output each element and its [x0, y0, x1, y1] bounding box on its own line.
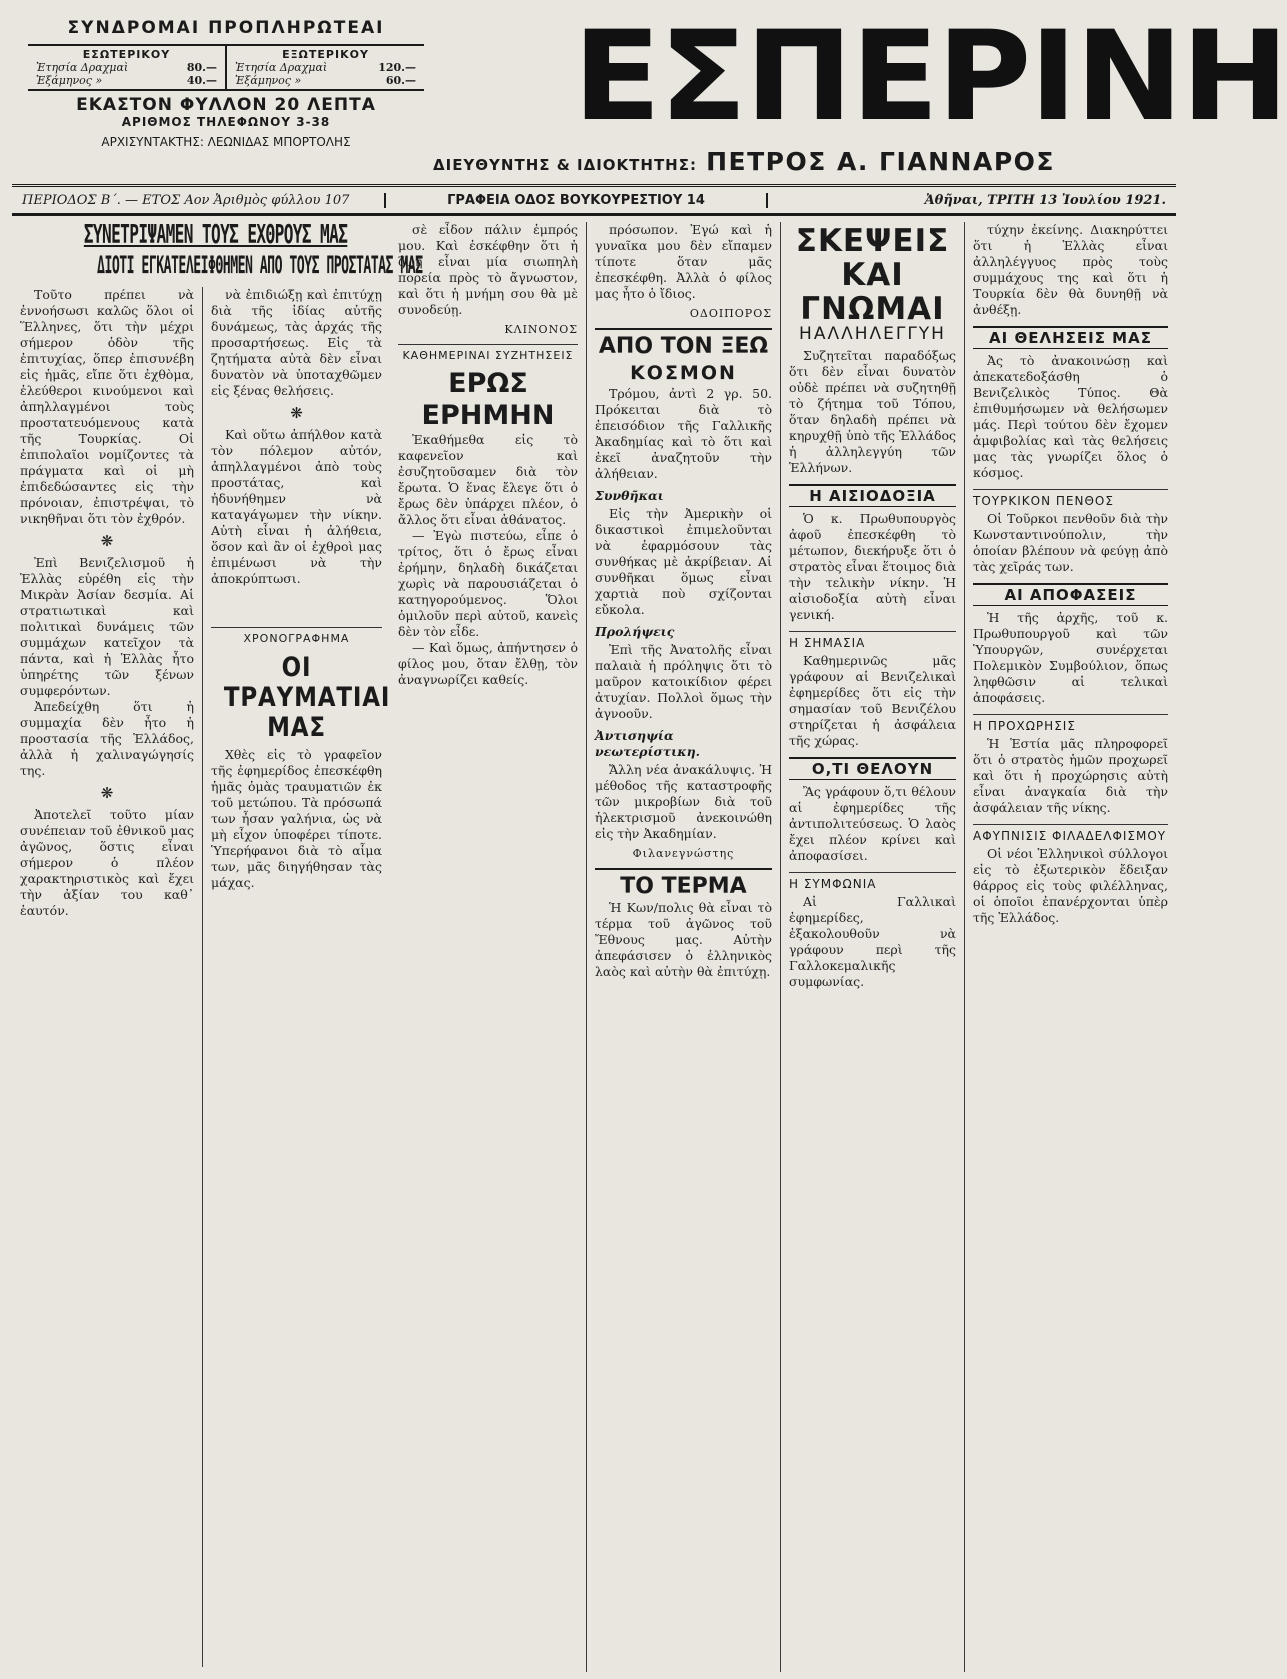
significance-paragraph: Καθημερινῶς μᾶς γράφουν αἱ Βενιζελικαὶ ἐφημερίδες ὅτι εἰς τὴν σημασίαν τοῦ Βενιζέλου στηρίζεται ἡ ἀσφάλεια τῆς χώρας. [789, 653, 956, 748]
advance-heading: Η ΠΡΟΧΩΡΗΣΙΣ [973, 714, 1168, 734]
column-5 [780, 222, 964, 1672]
domestic-rates [28, 46, 225, 89]
newspaper-logo: ΕΣΠΕΡΙΝΗ [573, 5, 1287, 149]
subscriptions-box [28, 18, 424, 149]
col3-paragraph-1: σὲ εἶδον πάλιν ἐμπρός μου. Καὶ ἐσκέφθην ὅτι ἡ ζωὴ εἶναι μία σιωπηλὴ πορεία πρὸς τὸ ἄγνωστον, καὶ ὅτι ἡ μνήμη σου θὰ μὲ συνοδεύῃ. [398, 222, 578, 317]
lead-article [12, 220, 423, 1672]
director-name: ΠΕΤΡΟΣ Α. ΓΙΑΝΝΑΡΟΣ [706, 147, 1055, 176]
terma-headline: ΤΟ ΤΕΡΜΑ [595, 868, 772, 900]
lead-headline [12, 220, 423, 279]
issue-info-bar [12, 184, 1176, 216]
foreign-world-subtitle: ΚΟΣΜΟΝ [630, 362, 737, 384]
foreign-year-price: 120.— [378, 61, 416, 74]
col3-byline: ΚΛΙΝΟΝΟΣ [504, 323, 578, 336]
daily-discussions-kicker: ΚΑΘΗΜΕΡΙΝΑΙ ΣΥΖΗΤΗΣΕΙΣ [398, 344, 578, 364]
foreign-half-price: 60.— [385, 74, 416, 87]
domestic-year-row [36, 61, 217, 74]
issue-date: Ἀθῆναι, ΤΡΙΤΗ 13 Ἰουλίου 1921. [924, 192, 1166, 208]
issue-price: ΕΚΑΣΤΟΝ ΦΥΛΛΟΝ 20 ΛΕΠΤΑ [76, 95, 376, 115]
lead-paragraph-3: Ἀπεδείχθη ὅτι ἡ συμμαχία δὲν ἦτο ἡ προστασία τῆς Ἑλλάδος, ἀλλὰ ἡ χαλιναγώγησίς της. [20, 699, 194, 778]
superstitions-paragraph: Ἐπὶ τῆς Ἀνατολῆς εἶναι παλαιὰ ἡ πρόληψις ὅτι τὸ μαῦρον κατοικίδιον φέρει ἀτυχίαν. Πολλοὶ ὅμως τὴν ἀγνοοῦν. [595, 642, 772, 721]
director-label: ΔΙΕΥΘΥΝΤΗΣ & ΙΔΙΟΚΤΗΤΗΣ: [433, 156, 697, 174]
eros-paragraph-1: Ἐκαθήμεθα εἰς τὸ καφενεῖον καὶ ἐσυζητοῦσαμεν διὰ τὸν ἔρωτα. Ὁ ἕνας ἔλεγε ὅτι ὁ ἔρως δὲν ὑπάρχει πλέον, ὁ ἄλλος ὅτι εἶναι ἀθάνατος. [398, 432, 578, 527]
eros-paragraph-2: — Ἐγὼ πιστεύω, εἶπε ὁ τρίτος, ὅτι ὁ ἔρως εἶναι ἐρήμην, δηλαδὴ δικάζεται χωρὶς νὰ παρουσιάζεται ὁ κατηγορούμενος. Ὅλοι ὁμιλοῦν περὶ αὐτοῦ, κανεὶς δὲν τὸν εἶδε. [398, 528, 578, 639]
turkish-mourning-heading: ΤΟΥΡΚΙΚΟΝ ΠΕΝΘΟΣ [973, 489, 1168, 509]
treaties-paragraph: Εἰς τὴν Ἀμερικὴν οἱ δικαστικοὶ ἐπιμελοῦνται νὰ ἐφαρμόσουν τὰς συνθήκας μὲ ἀκρίβειαν. Αἱ συνθῆκαι ὅμως εἶναι χαρτιὰ ποὺ σχίζονται εὔκολα. [595, 506, 772, 617]
domestic-half-price: 40.— [186, 74, 217, 87]
optimism-paragraph: Ὁ κ. Πρωθυπουργὸς ἀφοῦ ἐπεσκέφθη τὸ μέτωπον, διεκήρυξε ὅτι ὁ στρατὸς εἶναι ἕτοιμος διὰ τὴν τελικὴν νίκην. Ἡ αἰσιοδοξία αὐτὴ εἶναι γενική. [789, 511, 956, 622]
foreign-label: ΕΞΩΤΕΡΙΚΟΥ [282, 48, 369, 61]
lead-paragraph-5: νὰ ἐπιδιώξῃ καὶ ἐπιτύχῃ διὰ τῆς ἰδίας αὐτῆς δυνάμεως, τὰς ἀρχάς τῆς προσαρτήσεως. Εἰς τὰ ζητήματα αὐτὰ δὲν εἶναι δυνατὸν νὰ ὑποταχθῶμεν εἰς ξένας θελήσεις. [211, 287, 382, 398]
foreign-half-label: Ἑξάμηνος » [235, 74, 302, 87]
foreign-year-label: Ἐτησία Δραχμαὶ [235, 61, 328, 74]
advance-paragraph: Ἡ Ἑστία μᾶς πληροφορεῖ ὅτι ὁ στρατὸς ἡμῶν προχωρεῖ καὶ ὅτι ἡ προχώρησις αὐτὴ εἶναι ἀναγκαία διὰ τὴν ἀσφάλειαν τῆς νίκης. [973, 736, 1168, 815]
superstitions-heading: Προλήψεις [595, 624, 675, 639]
issue-period: ΠΕΡΙΟΔΟΣ Β΄. — ΕΤΟΣ Αον Ἀριθμὸς φύλλου 107 [22, 192, 350, 208]
whatever-they-want-paragraph: Ἂς γράφουν ὅ,τι θέλουν αἱ ἐφημερίδες τῆς ἀντιπολιτεύσεως. Ὁ λαὸς ἔχει πλέον κρίνει καὶ ἀποφασίσει. [789, 784, 956, 863]
column-3 [390, 222, 586, 1672]
chronograph-kicker: ΧΡΟΝΟΓΡΑΦΗΜΑ [211, 627, 382, 647]
subscriptions-table [28, 44, 424, 91]
domestic-half-row [36, 74, 217, 87]
turkish-mourning-paragraph: Οἱ Τοῦρκοι πενθοῦν διὰ τὴν Κωνσταντινούπολιν, τὴν ὁποίαν βλέπουν νὰ φεύγῃ ἀπὸ τὰς χεῖράς των. [973, 511, 1168, 574]
lead-paragraph-1: Τοῦτο πρέπει νὰ ἐννοήσωσι καλῶς ὅλοι οἱ Ἕλληνες, ὅτι τὴν μέχρι σήμερον ὁδὸν τῆς ἐπιτυχίας, ὅπερ ἐπισυνέβη εἰς ἡμᾶς, εἴπε ὅτι ἐχθὸμα, ἐλεύθεροι κινούμενοι καὶ ἀπηλλαγμένοι τοὺς προστατευόμενους κατὰ τῆς Τουρκίας. Οἱ ἐπιπολαῖοι νομίζοντες τὰ πράγματα καὶ οἱ μὴ ἐπιδεδώσαντες εἰς τὴν πρόνοιαν, ἐπιστρέψαι, τὸ νικηθῆναι ὅτι τὸν ἐχθρόν. [20, 287, 194, 526]
chief-editor: ΑΡΧΙΣΥΝΤΑΚΤΗΣ: ΛΕΩΝΙΔΑΣ ΜΠΟΡΤΟΛΗΣ [101, 135, 351, 149]
column-6 [964, 222, 1176, 1672]
subscriptions-title: ΣΥΝΔΡΟΜΑΙ ΠΡΟΠΛΗΡΩΤΕΑΙ [67, 18, 385, 38]
column-1 [12, 287, 202, 1667]
philhellenism-paragraph: Οἱ νέοι Ἑλληνικοὶ σύλλογοι εἰς τὸ ἐξωτερικὸν ἔδειξαν θάρρος εἰς τοὺς φιλέλληνας, οἱ ὁποῖοι ἐπανέρχονται ὑπὲρ τῆς Ἑλλάδος. [973, 846, 1168, 925]
eros-headline: ΕΡΩΣ ΕΡΗΜΗΝ [421, 368, 555, 431]
domestic-year-label: Ἐτησία Δραχμαὶ [36, 61, 129, 74]
column-4 [586, 222, 780, 1672]
domestic-year-price: 80.— [186, 61, 217, 74]
lead-headline-sub: ΔΙΟΤΙ ΕΓΚΑΤΕΛΕΙΦΘΗΜΕΝ ΑΠΟ ΤΟΥΣ ΠΡΟΣΤΑΤΑΣ ΜΑΣ [97, 251, 423, 279]
lead-paragraph-4: Ἀποτελεῖ τοῦτο μίαν συνέπειαν τοῦ ἐθνικοῦ μας ἀγῶνος, ὅστις εἶναι σήμερον ὁ πλέον χαρακτηριστικὸς καὶ ἔχει τὴν ἀξίαν του καθ᾽ ἑαυτόν. [20, 807, 194, 918]
foreign-world-headline [595, 328, 772, 386]
antisepsis-heading: Ἀντισηψία νεωτερίστικη. [595, 728, 701, 759]
wounded-paragraph: Χθὲς εἰς τὸ γραφεῖον τῆς ἐφημερίδος ἐπεσκέφθη ἡμᾶς ὁμὰς τραυματιῶν ἐκ τοῦ μετώπου. Τὰ πρόσωπά των ἦσαν γαλήνια, ὡς νὰ μὴ εἶχον ὑποφέρει τίποτε. Ὑπερήφανοι διὰ τὸ αἷμα των, μᾶς διηγήθησαν τὰς μάχας. [211, 747, 382, 890]
wounded-headline: ΟΙ ΤΡΑΥΜΑΤΙΑΙ ΜΑΣ [223, 652, 391, 743]
lead-article-body [12, 287, 390, 1667]
article-columns [12, 222, 1176, 1672]
optimism-heading: Η ΑΙΣΙΟΔΟΞΙΑ [789, 484, 956, 507]
decisions-heading: ΑΙ ΑΠΟΦΑΣΕΙΣ [973, 583, 1168, 606]
domestic-half-label: Ἑξάμηνος » [36, 74, 103, 87]
director-line [433, 147, 1193, 176]
lead-headline-main: ΣΥΝΕΤΡΙΨΑΜΕΝ ΤΟΥΣ ΕΧΘΡΟΥΣ ΜΑΣ [83, 220, 348, 250]
foreign-rates [225, 46, 424, 89]
section-separator: ❋ [100, 784, 114, 802]
foreign-world-paragraph: Τρόμου, ἀντὶ 2 γρ. 50. Πρόκειται διὰ τὸ ἐπεισόδιον τῆς Γαλλικῆς Ἀκαδημίας καὶ τὸ ὅτι καὶ ἐκεῖ ἀναζητοῦν τὴν ἀλήθειαν. [595, 386, 772, 481]
phone-number: ΑΡΙΘΜΟΣ ΤΗΛΕΦΩΝΟΥ 3-38 [121, 115, 331, 129]
decisions-paragraph: Ἡ τῆς ἀρχῆς, τοῦ κ. Πρωθυπουργοῦ καὶ τῶν Ὑπουργῶν, συνέρχεται Πολεμικὸν Συμβούλιον, ὅπως ληφθῶσιν αἱ τελικαὶ ἀποφάσεις. [973, 610, 1168, 705]
foreign-world-title: ΑΠΟ ΤΟΝ ΞΕΩ [598, 334, 769, 359]
masthead [8, 5, 1287, 184]
antisepsis-paragraph: Ἄλλη νέα ἀνακάλυψις. Ἡ μέθοδος τῆς καταστροφῆς τῶν μικροβίων διὰ τοῦ ἡλεκτρισμοῦ ἀνεκοινώθη εἰς τὴν Ἀκαδημίαν. [595, 762, 772, 841]
col4-byline-2: Φιλανεγνώστης [632, 847, 735, 860]
eros-paragraph-3: — Καὶ ὅμως, ἀπήντησεν ὁ φίλος μου, ὅταν ἔλθῃ, τὸν ἀναγνωρίζει καθείς. [398, 640, 578, 687]
opinions-title: ΣΚΕΨΕΙΣ ΚΑΙ ΓΝΩΜΑΙ [795, 223, 950, 327]
our-wishes-heading: ΑΙ ΘΕΛΗΣΕΙΣ ΜΑΣ [973, 326, 1168, 349]
whatever-they-want-heading: Ο,ΤΙ ΘΕΛΟΥΝ [789, 757, 956, 780]
significance-heading: Η ΣΗΜΑΣΙΑ [789, 631, 956, 651]
treaties-heading: Συνθῆκαι [595, 488, 664, 503]
solidarity-paragraph: Συζητεῖται παραδόξως ὅτι δὲν εἶναι δυνατὸν οὐδὲ πρέπει νὰ συζητηθῇ τὸ ζήτημα τοῦ Τόπου, ὅταν δηλαδὴ πρέπει νὰ κηρυχθῇ ὑπὸ τῆς Ἑλλάδος ἡ ἀλληλεγγύη τῶν Ἑλλήνων. [789, 348, 956, 475]
foreign-year-row [235, 61, 416, 74]
agreement-heading: Η ΣΥΜΦΩΝΙΑ [789, 872, 956, 892]
opinions-subtitle: ΗΑΛΛΗΛΕΓΓΥΗ [799, 324, 946, 344]
column-2 [202, 287, 390, 1667]
lead-paragraph-6: Καὶ οὕτω ἀπήλθον κατὰ τὸν πόλεμον αὐτόν, ἀπηλλαγμένοι ἀπὸ τοὺς προστάτας, καὶ ἠδυνήθημεν νὰ καταγάγωμεν τὴν νίκην. Αὐτὴ εἶναι ἡ ἀλήθεια, ὅσον καὶ ἂν οἱ ἐχθροὶ μας ἐπιμένωσι νὰ τὴν ἀποκρύπτωσι. [211, 427, 382, 586]
section-separator: ❋ [100, 532, 114, 550]
col6-paragraph-1: τύχην ἐκείνης. Διακηρύττει ὅτι ἡ Ἑλλὰς εἶναι ἀλληλέγγυος πρὸς τοὺς συμμάχους της καὶ ὅτι ἡ Τουρκία δὲν θὰ δυνηθῇ νὰ ἀνθέξῃ. [973, 222, 1168, 317]
foreign-half-row [235, 74, 416, 87]
lead-paragraph-2: Ἐπὶ Βενιζελισμοῦ ἡ Ἑλλὰς εὑρέθη εἰς τὴν Μικρὰν Ἀσίαν δεσμία. Αἱ στρατιωτικαὶ καὶ πολιτικαὶ δυνάμεις τῶν συμμάχων κατεῖχον τὰ πάντα, καὶ ἡ Ἑλλὰς ἦτο ὑπηρέτης τῶν ξένων συμφερόντων. [20, 555, 194, 698]
col4-paragraph-1: πρόσωπον. Ἐγώ καὶ ἡ γυναῖκα μου δὲν εἴπαμεν τίποτε ὅταν μᾶς ἐπεσκέφθη. Ἀλλὰ ὁ φίλος μας ἦτο ὁ ἴδιος. [595, 222, 772, 301]
philhellenism-heading: ΑΦΥΠΝΙΣΙΣ ΦΙΛΑΔΕΛΦΙΣΜΟΥ [973, 824, 1168, 844]
our-wishes-paragraph: Ἀς τὸ ἀνακοινώσῃ καὶ ἀπεκατεδοξάσθη ὁ Βενιζελικὸς Τύπος. Θὰ ἐπιθυμήσωμεν νὰ θελήσωμεν μάς. Περὶ τούτου δὲν ἔχομεν ἀμφιβολίας καὶ τὰς θελήσεις μας τὰς γνωρίζει ὅλος ὁ κόσμος. [973, 353, 1168, 480]
section-separator: ❋ [290, 404, 303, 422]
agreement-paragraph: Αἱ Γαλλικαὶ ἐφημερίδες, ἐξακολουθοῦν νὰ γράφουν περὶ τῆς Γαλλοκεμαλικῆς συμφωνίας. [789, 894, 956, 989]
col4-byline: ΟΔΟΙΠΟΡΟΣ [689, 307, 772, 320]
terma-paragraph: Ἡ Κων/πολις θὰ εἶναι τὸ τέρμα τοῦ ἀγῶνος τοῦ Ἔθνους μας. Αὐτὴν ἀπεφάσισεν ὁ ἑλληνικὸς λαὸς καὶ αὐτὴν θὰ ἐπιτύχῃ. [595, 900, 772, 979]
domestic-label: ΕΣΩΤΕΡΙΚΟΥ [82, 48, 171, 61]
offices-address: ΓΡΑΦΕΙΑ ΟΔΟΣ ΒΟΥΚΟΥΡΕΣΤΙΟΥ 14 [384, 193, 768, 208]
